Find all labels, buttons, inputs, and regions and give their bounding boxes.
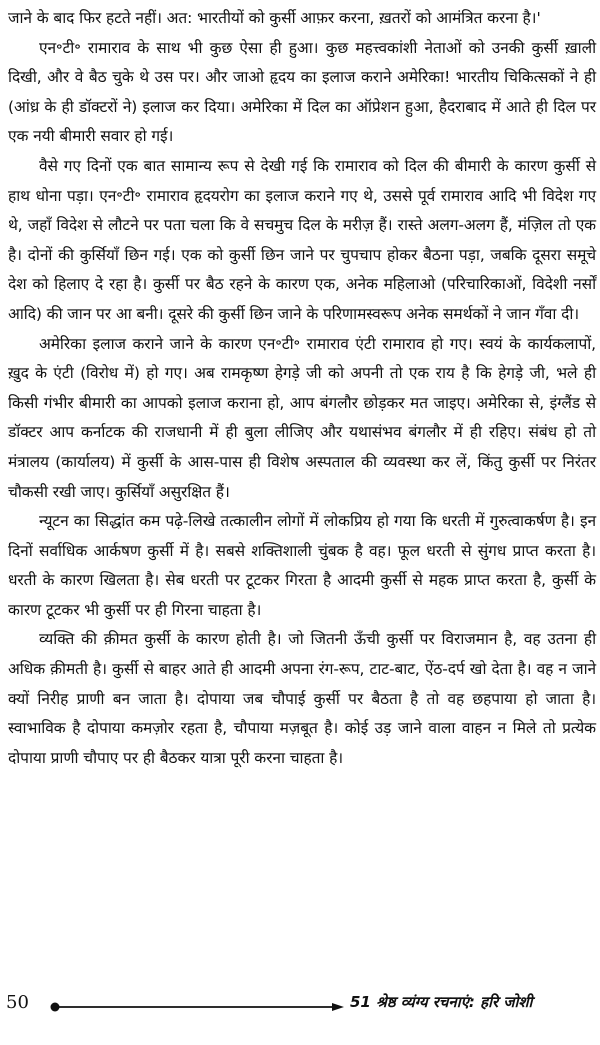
paragraph-5: न्यूटन का सिद्धांत कम पढ़े-लिखे तत्कालीन लोगों में लोकप्रिय हो गया कि धरती में गुरुत्वाकर्षण है। इन दिनों सर्वाधिक आर्कषण कुर्सी में है। सबसे शक्तिशाली चुंबक है वह। फूल धरती से सुंगध प्राप्त करता है। धरती के कारण खिलता है। सेब धरती पर टूटकर गिरता है आदमी कुर्सी से महक प्राप्त करता है, कुर्सी के कारण टूटकर भी कुर्सी पर ही गिरना चाहता है। <box>8 512 596 619</box>
book-credit: 51 श्रेष्ठ व्यंग्य रचनाएं: हरि जोशी <box>350 993 533 1011</box>
paragraph-6: व्यक्ति की क़ीमत कुर्सी के कारण होती है। जो जितनी ऊँची कुर्सी पर विराजमान है, वह उतना ही अधिक क़ीमती है। कुर्सी से बाहर आते ही आदमी अपना रंग-रूप, टाट-बाट, ऐंठ-दर्प खो देता है। वह न जाने क्यों निरीह प्राणी बन जाता है। दोपाया जब चौपाई कुर्सी पर बैठता है तो वह छहपाया हो जाता है। स्वाभाविक है दोपाया कमज़ोर रहता है, चौपाया मज़बूत है। कोई उड़ जाने वाला वाहन न मिले तो प्रत्येक दोपाया प्राणी चौपाए पर ही बैठकर यात्रा पूरी करना चाहता है। <box>8 630 596 767</box>
page-footer <box>6 990 596 1026</box>
footer-rule-ornament <box>50 1002 346 1012</box>
paragraph-4: अमेरिका इलाज कराने जाने के कारण एन॰टी॰ रामाराव एंटी रामाराव हो गए। स्वयं के कार्यकलापों, ख़ुद के एंटी (विरोध में) हो गए। अब रामकृष्ण हेगड़े जी को अपनी तो एक राय है कि हेगड़े जी, भले ही किसी गंभीर बीमारी का आपको इलाज कराना हो, आप बंगलौर छोड़कर मत जाइए। अमेरिका से, इंग्लैंड से डॉक्टर आप कर्नाटक की राजधानी में ही बुला लीजिए और यथासंभव बंगलौर में ही रहिए। संबंध हो तो मंत्रालय (कार्यालय) में कुर्सी के आस-पास ही विशेष अस्पताल की व्यवस्था कर लें, किंतु कुर्सी पर निरंतर चौकसी रखी जाए। कुर्सियाँ असुरक्षित हैं। <box>8 334 596 501</box>
page-number: 50 <box>6 992 29 1013</box>
paragraph-3: वैसे गए दिनों एक बात सामान्य रूप से देखी गई कि रामाराव को दिल की बीमारी के कारण कुर्सी से हाथ धोना पड़ा। एन॰टी॰ रामाराव हृदयरोग का इलाज कराने गए थे, उससे पूर्व रामाराव आदि भी विदेश गए थे, जहाँ विदेश से लौटने पर पता चला कि वे सचमुच दिल के मरीज़ हैं। रास्ते अलग-अलग हैं, मंज़िल तो एक है। दोनों की कुर्सियाँ छिन गई। एक को कुर्सी छिन जाने पर चुपचाप होकर बैठना पड़ा, जबकि दूसरा समूचे देश को हिलाए दे रहा है। कुर्सी पर बैठ रहने के कारण एक, अनेक महिलाओ (परिचारिकाओं, विदेशी नर्सों आदि) की जान पर आ बनी। दूसरे की कुर्सी छिन जाने के परिणामस्वरूप अनेक समर्थकों ने जान गँवा दी। <box>8 156 596 323</box>
paragraph-2: एन॰टी॰ रामाराव के साथ भी कुछ ऐसा ही हुआ। कुछ महत्त्वकांशी नेताओं को उनकी कुर्सी ख़ाली दिखी, और वे बैठ चुके थे उस पर। और जाओ हृदय का इलाज कराने अमेरिका! भारतीय चिकित्सकों ने ही (आंध्र के ही डॉक्टरों ने) इलाज कर दिया। अमेरिका में दिल का ऑप्रेशन हुआ, हैदराबाद में आते ही दिल पर एक नयी बीमारी सवार हो गई। <box>8 38 596 146</box>
page-body <box>8 4 596 773</box>
paragraph-1: जाने के बाद फिर हटते नहीं। अत: भारतीयों को कुर्सी आफ़र करना, ख़तरों को आमंत्रित करना है।' <box>8 9 541 27</box>
